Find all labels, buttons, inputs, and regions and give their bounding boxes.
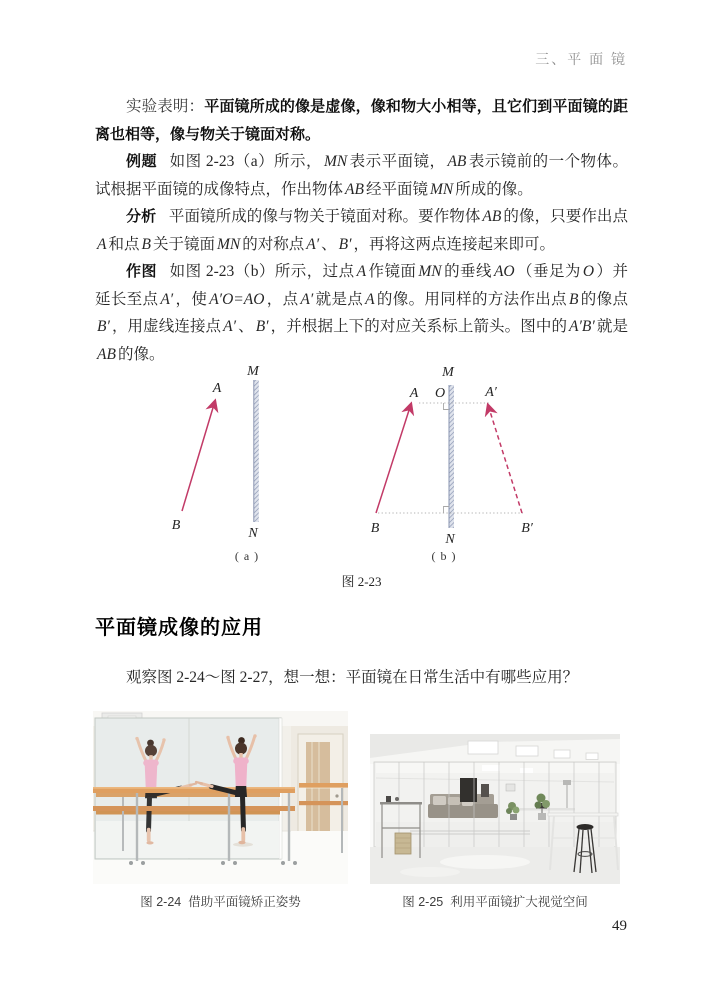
mirror-surface-b: [449, 385, 454, 528]
construction-label: 作图: [126, 263, 157, 280]
image-arrow-dashed: [488, 405, 522, 513]
paragraph-example: [95, 148, 628, 203]
paragraph-lead: 实验表明：: [126, 98, 205, 115]
label-A-b: A: [409, 386, 419, 401]
reflected-art: [506, 784, 515, 791]
wicker-basket: [395, 833, 411, 854]
label-N-b: N: [445, 532, 455, 547]
figure-2-23b-diagram: [355, 363, 565, 568]
right-angle-mark-bottom: [444, 507, 450, 514]
subfigure-a-caption: ( a ): [234, 549, 260, 563]
photo-mirror-room: [370, 734, 620, 884]
label-B-image: B′: [521, 521, 533, 536]
mirror-surface-a: [254, 380, 259, 522]
paragraph-analysis: [95, 203, 628, 258]
figure-2-23a-diagram: [150, 363, 330, 568]
label-O-b: O: [434, 386, 446, 401]
paragraph-construction: [95, 258, 628, 368]
figure-2-24-caption: [93, 892, 348, 910]
figure-2-23-caption: 图 2-23: [341, 574, 382, 589]
figure-2-24-text: 借助平面镜矫正姿势: [188, 895, 301, 909]
floor-sheen: [440, 855, 530, 869]
floor-sheen-2: [400, 867, 460, 877]
label-B-b: B: [370, 521, 380, 536]
right-angle-mark-top: [444, 403, 450, 410]
figure-2-24-label: 图 2-24: [140, 895, 182, 909]
reflected-frame: [481, 784, 489, 797]
body-text: [95, 93, 628, 368]
figure-2-25-caption: [370, 892, 620, 910]
label-M-b: M: [442, 365, 454, 380]
figure-2-23: [0, 363, 703, 571]
section-heading: 平面镜成像的应用: [95, 617, 263, 639]
paragraph-experiment-result: [95, 93, 628, 148]
paragraph-bold-statement: 平面镜所成的像是虚像，像和物大小相等，且它们到平面镜的距离也相等，像与物关于镜面对称。: [95, 98, 628, 143]
photo-dance-studio: [93, 711, 348, 884]
figure-2-25-label: 图 2-25: [402, 895, 444, 909]
object-arrow-a: [182, 401, 215, 511]
label-B-a: B: [171, 518, 181, 533]
reflected-tv: [460, 778, 477, 802]
paragraph-observe: 观察图 2-24～图 2-27，想一想：平面镜在日常生活中有哪些应用？: [126, 669, 579, 686]
figure-2-25-text: 利用平面镜扩大视觉空间: [450, 895, 588, 909]
example-label: 例题: [126, 153, 157, 170]
label-A-a: A: [212, 381, 222, 396]
page-number: 49: [612, 918, 627, 934]
analysis-label: 分析: [126, 208, 157, 225]
label-A-image: A′: [485, 385, 497, 400]
object-arrow-b: [376, 404, 411, 513]
label-N-a: N: [248, 526, 258, 541]
construction-text: 如图 2-23（b）所示，过点 A 作镜面 MN 的垂线 AO （垂足为 O ）并延长至点 A′ ，使 A′O=AO ，点 A′ 就是点 A 的像。用同样的方法作出点 B 的像点B′ ，用虚线连接点 A′ 、 B′ ，并根据上下的对应关系标上箭头。图中的 A′B′ 就是AB 的像。: [95, 263, 628, 363]
analysis-text: 平面镜所成的像与物关于镜面对称。要作物体 AB 的像，只要作出点A 和点 B 关于镜面 MN 的对称点 A′ 、 B′ ，再将这两点连接起来即可。: [97, 208, 628, 253]
label-M-a: M: [247, 364, 259, 379]
example-text: 如图 2-23（a）所示， MN 表示平面镜， AB 表示镜前的一个物体。试根据平面镜的成像特点，作出物体 AB 经平面镜 MN 所成的像。: [95, 153, 628, 198]
subfigure-b-caption: ( b ): [431, 549, 457, 563]
running-head: 三、平 面 镜: [535, 51, 627, 67]
